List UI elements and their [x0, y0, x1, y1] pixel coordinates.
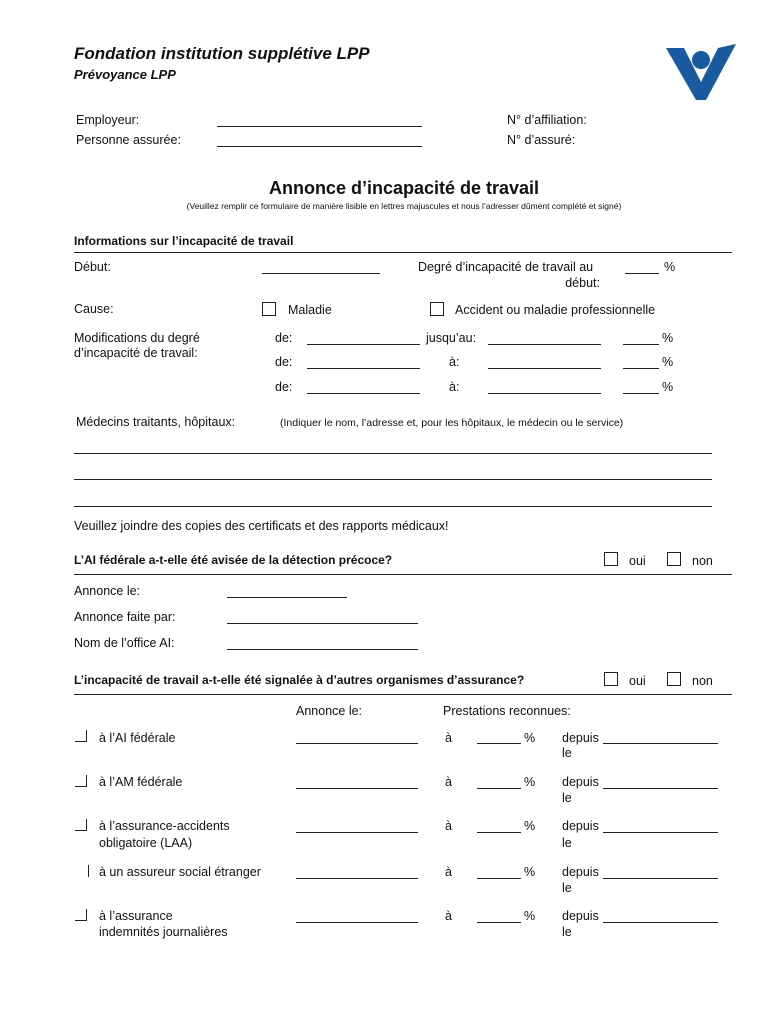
mod-from-field[interactable]	[307, 368, 420, 369]
percent-sign: %	[524, 909, 536, 923]
insurer-percent-field[interactable]	[477, 832, 521, 833]
percent-sign: %	[662, 355, 674, 369]
percent-sign: %	[664, 260, 676, 274]
insurer-daily-allowance-checkbox[interactable]	[75, 909, 87, 921]
ai-no-label: non	[692, 554, 713, 568]
insurer-announced-field[interactable]	[296, 788, 418, 789]
ai-no-checkbox[interactable]	[667, 552, 681, 566]
insurer-announced-field[interactable]	[296, 922, 418, 923]
insurer-ai-checkbox[interactable]	[75, 730, 87, 742]
start-degree-field[interactable]	[625, 273, 659, 274]
start-date-field[interactable]	[262, 273, 380, 274]
insurer-percent-field[interactable]	[477, 922, 521, 923]
mod-from-field[interactable]	[307, 344, 420, 345]
percent-sign: %	[524, 819, 536, 833]
mod-from-label: de:	[275, 331, 293, 345]
insurer-announced-field[interactable]	[296, 743, 418, 744]
insurer-am-checkbox[interactable]	[75, 775, 87, 787]
degree-label-2: début:	[565, 276, 600, 290]
doctors-field-line[interactable]	[74, 453, 712, 454]
mod-to-label: à:	[449, 380, 460, 394]
insurer-since-field[interactable]	[603, 743, 718, 744]
insurer-laa-checkbox[interactable]	[75, 819, 87, 831]
since-label-2: le	[562, 836, 572, 850]
at-label: à	[445, 909, 452, 923]
percent-sign: %	[524, 731, 536, 745]
since-label-2: le	[562, 791, 572, 805]
insurer-percent-field[interactable]	[477, 788, 521, 789]
incapacity-section-title: Informations sur l’incapacité de travail	[74, 234, 294, 248]
since-label-2: le	[562, 925, 572, 939]
col-announced-header: Annonce le:	[296, 704, 363, 718]
ai-office-label: Nom de l’office AI:	[74, 636, 175, 650]
section-divider	[74, 574, 732, 575]
ai-question: L’AI fédérale a-t-elle été avisée de la détection précoce?	[74, 553, 393, 567]
insurer-label-2: indemnités journalières	[99, 925, 228, 939]
insured-person-field[interactable]	[217, 146, 422, 147]
other-no-label: non	[692, 674, 713, 688]
organization-name: Fondation institution supplétive LPP	[74, 44, 370, 63]
insurer-percent-field[interactable]	[477, 743, 521, 744]
insurer-label-2: obligatoire (LAA)	[99, 836, 193, 850]
since-label: depuis	[562, 909, 599, 923]
col-benefits-header: Prestations reconnues:	[443, 704, 571, 718]
cause-illness-label: Maladie	[288, 303, 332, 317]
mod-to-field[interactable]	[488, 393, 601, 394]
percent-sign: %	[524, 775, 536, 789]
insurer-label: à l’assurance-accidents	[99, 819, 230, 833]
ai-announced-field[interactable]	[227, 597, 347, 598]
ai-office-field[interactable]	[227, 649, 418, 650]
attachments-note: Veuillez joindre des copies des certificats et des rapports médicaux!	[74, 519, 449, 533]
affiliation-number-label: N° d’affiliation:	[507, 113, 587, 127]
mod-to-label: jusqu’au:	[426, 331, 477, 345]
person-v-logo-icon	[664, 42, 738, 100]
since-label-2: le	[562, 881, 572, 895]
employer-label: Employeur:	[76, 113, 140, 127]
doctors-hint: (Indiquer le nom, l’adresse et, pour les hôpitaux, le médecin ou le service)	[280, 417, 624, 429]
since-label: depuis	[562, 731, 599, 745]
form-instructions: (Veuillez remplir ce formulaire de manière lisible en lettres majuscules et nous l’adresser dûment complété et signé)	[186, 201, 622, 211]
mod-degree-field[interactable]	[623, 393, 659, 394]
other-no-checkbox[interactable]	[667, 672, 681, 686]
insurer-percent-field[interactable]	[477, 878, 521, 879]
degree-label: Degré d’incapacité de travail au	[418, 260, 594, 274]
percent-sign: %	[662, 331, 674, 345]
section-divider	[74, 694, 732, 695]
insurer-since-field[interactable]	[603, 832, 718, 833]
insurer-foreign-checkbox[interactable]	[77, 865, 89, 877]
at-label: à	[445, 819, 452, 833]
modifications-label: Modifications du degré	[74, 331, 200, 345]
cause-accident-checkbox[interactable]	[430, 302, 444, 316]
insurer-label: à l’AM fédérale	[99, 775, 183, 789]
doctors-field-line[interactable]	[74, 479, 712, 480]
section-divider	[74, 252, 732, 253]
insured-number-label: N° d’assuré:	[507, 133, 576, 147]
ai-yes-label: oui	[629, 554, 646, 568]
since-label-2: le	[562, 746, 572, 760]
mod-to-field[interactable]	[488, 368, 601, 369]
since-label: depuis	[562, 819, 599, 833]
doctors-field-line[interactable]	[74, 506, 712, 507]
mod-to-field[interactable]	[488, 344, 601, 345]
insurer-label: à l’assurance	[99, 909, 173, 923]
insurer-label: à un assureur social étranger	[99, 865, 261, 879]
other-yes-checkbox[interactable]	[604, 672, 618, 686]
other-yes-label: oui	[629, 674, 646, 688]
ai-yes-checkbox[interactable]	[604, 552, 618, 566]
since-label: depuis	[562, 775, 599, 789]
percent-sign: %	[524, 865, 536, 879]
organization-subtitle: Prévoyance LPP	[74, 67, 176, 82]
percent-sign: %	[662, 380, 674, 394]
other-insurers-question: L’incapacité de travail a-t-elle été signalée à d’autres organismes d’assurance?	[74, 673, 525, 687]
cause-accident-label: Accident ou maladie professionnelle	[455, 303, 656, 317]
doctors-label: Médecins traitants, hôpitaux:	[76, 415, 236, 429]
mod-from-label: de:	[275, 380, 293, 394]
start-label: Début:	[74, 260, 111, 274]
modifications-label-2: d’incapacité de travail:	[74, 346, 198, 360]
mod-degree-field[interactable]	[623, 368, 659, 369]
at-label: à	[445, 865, 452, 879]
since-label: depuis	[562, 865, 599, 879]
mod-from-label: de:	[275, 355, 293, 369]
employer-field[interactable]	[217, 126, 422, 127]
cause-illness-checkbox[interactable]	[262, 302, 276, 316]
form-title: Annonce d’incapacité de travail	[268, 178, 540, 198]
ai-announced-by-label: Annonce faite par:	[74, 610, 176, 624]
ai-announced-by-field[interactable]	[227, 623, 418, 624]
ai-announced-label: Annonce le:	[74, 584, 141, 598]
insurer-since-field[interactable]	[603, 878, 718, 879]
at-label: à	[445, 775, 452, 789]
insurer-label: à l’AI fédérale	[99, 731, 176, 745]
at-label: à	[445, 731, 452, 745]
insured-person-label: Personne assurée:	[76, 133, 181, 147]
cause-label: Cause:	[74, 302, 114, 316]
insurer-announced-field[interactable]	[296, 878, 418, 879]
insurer-since-field[interactable]	[603, 788, 718, 789]
mod-degree-field[interactable]	[623, 344, 659, 345]
insurer-since-field[interactable]	[603, 922, 718, 923]
mod-from-field[interactable]	[307, 393, 420, 394]
mod-to-label: à:	[449, 355, 460, 369]
insurer-announced-field[interactable]	[296, 832, 418, 833]
